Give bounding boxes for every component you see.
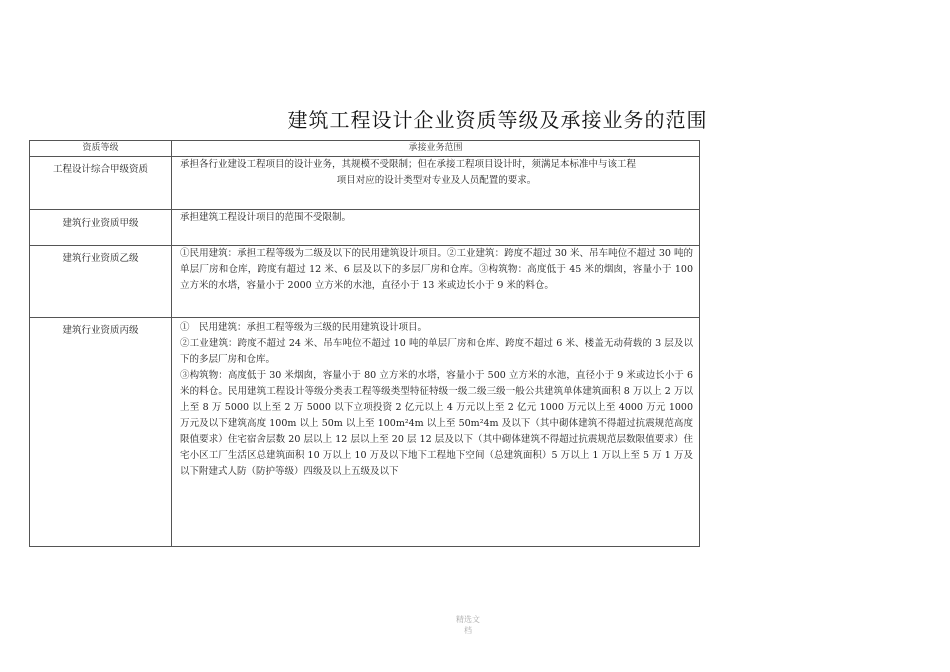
scope-paragraph: ②工业建筑：跨度不超过 24 米、吊车吨位不超过 10 吨的单层厂房和仓库、跨度不超过 6 米、楼盖无动荷载的 3 层及以下的多层厂房和仓库。: [180, 338, 693, 365]
watermark-line: 档: [464, 626, 472, 635]
scope-text: 承担各行业建设工程项目的设计业务，其规模不受限制；但在承接工程项目设计时，须满足本标准中与该工程: [180, 159, 637, 170]
table-row: [30, 210, 700, 246]
scope-cell: ①民用建筑：承担工程等级为二级及以下的民用建筑设计项目。②工业建筑：跨度不超过 30 米、吊车吨位不超过 30 吨的单层厂房和仓库，跨度有超过 12 米、6 层及以下的多层厂房和仓库。③构筑物：高度低于 45 米的烟囱，容量小于 100 立方米的水塔，容量小于 2000 立方米的水池，直径小于 13 米或边长小于 9 米的料仓。: [172, 246, 700, 318]
grade-cell: 工程设计综合甲级资质: [30, 157, 172, 210]
scope-text: 项目对应的设计类型对专业及人员配置的要求。: [336, 175, 537, 186]
scope-cell: [172, 157, 700, 210]
table-row: [30, 246, 700, 318]
document-title: 建筑工程设计企业资质等级及承接业务的范围: [287, 108, 708, 132]
scope-cell: [172, 318, 700, 547]
table-row: [30, 318, 700, 547]
header-scope: 承接业务范围: [172, 141, 700, 157]
grade-cell: 建筑行业资质乙级: [30, 246, 172, 318]
grade-cell: 建筑行业资质甲级: [30, 210, 172, 246]
watermark-line: 精选文: [456, 615, 480, 624]
qualification-table: [29, 140, 700, 547]
scope-cell: 承担建筑工程设计项目的范围不受限制。: [172, 210, 700, 246]
scope-paragraph: ① 民用建筑：承担工程等级为三级的民用建筑设计项目。: [180, 322, 428, 333]
table-row: [30, 157, 700, 210]
header-grade: 资质等级: [30, 141, 172, 157]
watermark: [453, 614, 483, 636]
grade-cell: 建筑行业资质丙级: [30, 318, 172, 547]
scope-paragraph: ③构筑物：高度低于 30 米烟囱，容量小于 80 立方米的水塔，容量小于 500 立方米的水池，直径小于 9 米或边长小于 6 米的料仓。民用建筑工程设计等级分类表工程等级类型特征特级一级二级三级一般公共建筑单体建筑面积 8 万以上 2 万以上至 8 万 5000 以上至 2 万 5000 以下立项投资 2 亿元以上 4 万元以上至 2 亿元 1000 万元以上至 4000 万元 1000 万元及以下建筑高度 100m 以上 50m 以上至 100m²4m 以上至 50m²4m 及以下（其中砌体建筑不得超过抗震规范高度限值要求）住宅宿舍层数 20 层以上 12 层以上至 20 层 12 层及以下（其中砌体建筑不得超过抗震规范层数限值要求）住宅小区工厂生活区总建筑面积 10 万以上 10 万及以下地下工程地下空间（总建筑面积）5 万以上 1 万以上至 5 万 1 万及以下附建式人防（防护等级）四级及以上五级及以下: [180, 370, 693, 477]
table-header-row: [30, 141, 700, 157]
